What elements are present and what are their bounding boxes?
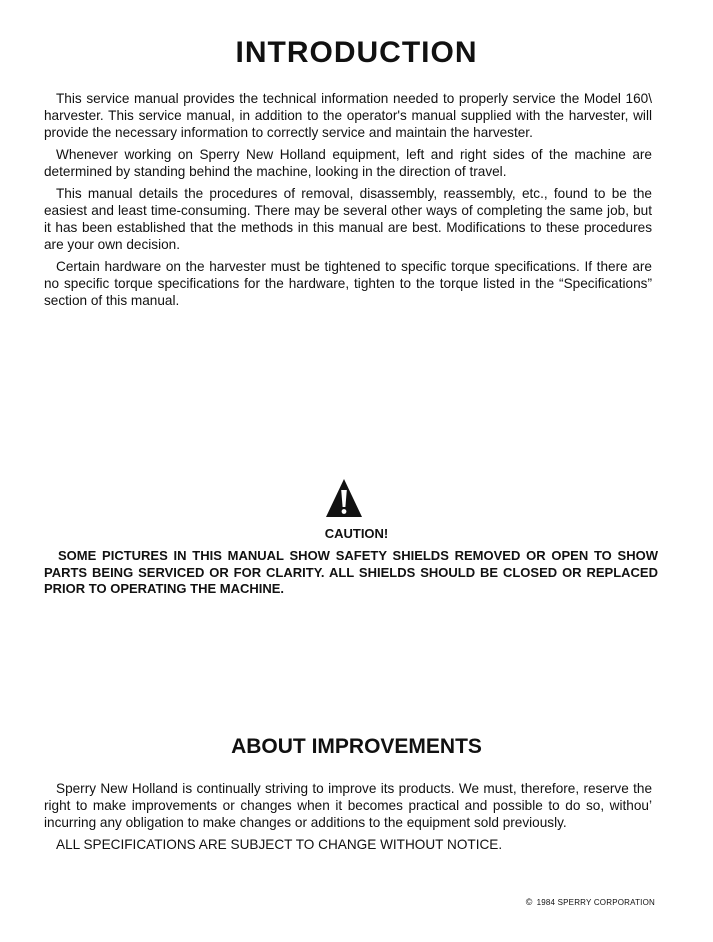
intro-paragraph-4: Certain hardware on the harvester must be tightened to specific torque specifications. If there are no specific torque specifications for the hardware, tighten to the torque listed in the “Specifications” section of this manual. xyxy=(44,259,652,308)
introduction-title: INTRODUCTION xyxy=(235,36,478,69)
caution-label: CAUTION! xyxy=(324,526,389,541)
introduction-body xyxy=(44,90,652,314)
warning-triangle-icon xyxy=(325,478,363,518)
copyright-footer xyxy=(526,897,655,907)
improvements-body xyxy=(44,780,652,858)
intro-paragraph-1: This service manual provides the technical information needed to properly service the Model 160\ harvester. This service manual, in addition to the operator's manual supplied with the harvester, will provide the necessary information to correctly service and maintain the harvester. xyxy=(44,91,652,140)
intro-paragraph-2: Whenever working on Sperry New Holland equipment, left and right sides of the machine are determined by standing behind the machine, looking in the direction of travel. xyxy=(44,147,652,179)
improvements-title: ABOUT IMPROVEMENTS xyxy=(231,735,482,758)
improvements-paragraph-1: Sperry New Holland is continually striving to improve its products. We must, therefore, reserve the right to make improvements or changes when it becomes practical and possible to do so, withou’ incurring any obligation to make changes or additions to the equipment sold previously. xyxy=(44,781,652,830)
copyright-text: 1984 SPERRY CORPORATION xyxy=(536,898,655,907)
intro-paragraph-3: This manual details the procedures of removal, disassembly, reassembly, etc., found to be the easiest and least time-consuming. There may be several other ways of completing the same job, but it has been established that the methods in this manual are best. Modifications to these procedures are your own decision. xyxy=(44,186,652,252)
copyright-symbol: © xyxy=(525,897,533,907)
improvements-paragraph-2: ALL SPECIFICATIONS ARE SUBJECT TO CHANGE WITHOUT NOTICE. xyxy=(56,837,503,852)
caution-text: SOME PICTURES IN THIS MANUAL SHOW SAFETY SHIELDS REMOVED OR OPEN TO SHOW PARTS BEING SERVICED OR FOR CLARITY. ALL SHIELDS SHOULD BE CLOSED OR REPLACED PRIOR TO OPERATING THE MACHINE. xyxy=(44,548,658,596)
